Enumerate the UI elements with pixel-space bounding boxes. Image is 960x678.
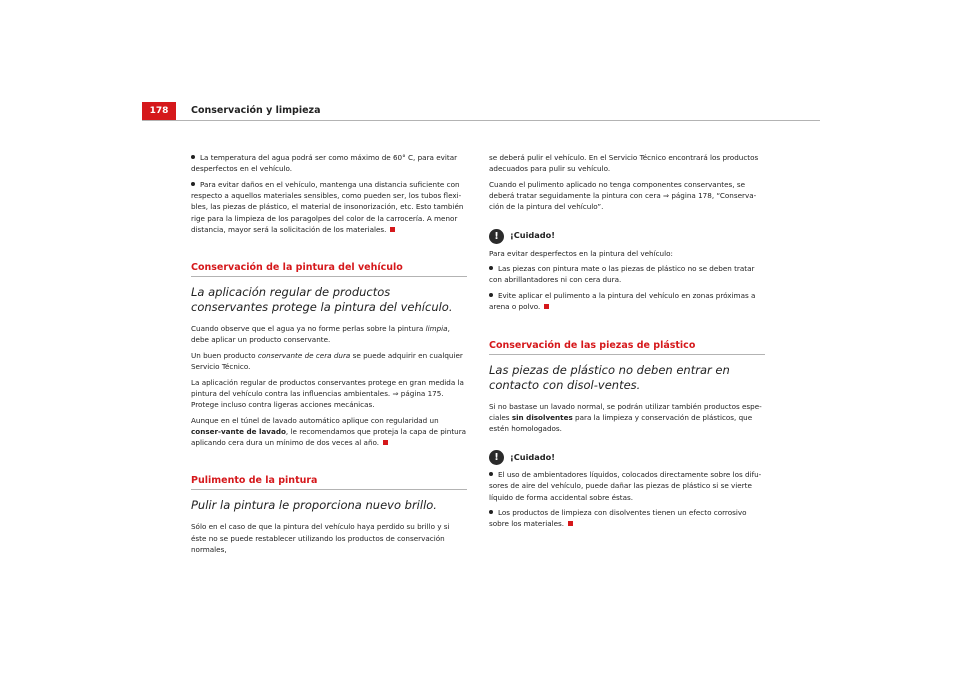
- end-of-section-icon: [390, 227, 395, 232]
- section-subtitle: Pulir la pintura le proporciona nuevo brillo.: [191, 498, 437, 513]
- end-of-section-icon: [568, 521, 573, 526]
- bullet-icon: [191, 182, 195, 186]
- bullet-icon: [489, 510, 493, 514]
- end-of-section-icon: [544, 304, 549, 309]
- bullet-icon: [489, 472, 493, 476]
- bullet-item: Evite aplicar el pulimento a la pintura del vehículo en zonas próximas a arena o polvo.: [489, 291, 756, 312]
- caution-heading: ! ¡Cuidado!: [489, 450, 765, 465]
- right-column: [489, 152, 765, 534]
- section-heading-plastic-care: Conservación de las piezas de plástico: [489, 339, 765, 355]
- end-of-section-icon: [383, 440, 388, 445]
- bullet-icon: [191, 155, 195, 159]
- paragraph: La aplicación regular de productos conservantes protege en gran medida la pintura del vehículo contra las influencias ambientales. ⇒ página 175. Protege incluso contra ligeras acciones mecánicas.: [191, 377, 464, 410]
- left-column: [191, 152, 467, 560]
- section-subtitle: La aplicación regular de productos conservantes protege la pintura del vehículo.: [191, 284, 453, 314]
- section-heading-paint-care: Conservación de la pintura del vehículo: [191, 261, 467, 277]
- exclamation-icon: !: [489, 229, 504, 244]
- section-heading-polishing: Pulimento de la pintura: [191, 474, 467, 490]
- paragraph: se deberá pulir el vehículo. En el Servicio Técnico encontrará los productos adecuados para pulir su vehículo.: [489, 153, 759, 174]
- chapter-title: Conservación y limpieza: [191, 105, 321, 116]
- caution-heading: ! ¡Cuidado!: [489, 229, 765, 244]
- bullet-item: Los productos de limpieza con disolventes tienen un efecto corrosivo sobre los materiales.: [489, 508, 747, 529]
- page-number: 178: [142, 102, 176, 120]
- section-subtitle: Las piezas de plástico no deben entrar en contacto con disol-ventes.: [489, 362, 730, 392]
- paragraph: Un buen producto conservante de cera dura se puede adquirir en cualquier Servicio Técnico.: [191, 350, 463, 372]
- paragraph: Para evitar desperfectos en la pintura del vehículo:: [489, 248, 673, 258]
- paragraph: Sólo en el caso de que la pintura del vehículo haya perdido su brillo y si éste no se puede restablecer utilizando los productos de conservación normales,: [191, 522, 450, 554]
- bullet-item: Las piezas con pintura mate o las piezas de plástico no se deben tratar con abrillantadores ni con cera dura.: [489, 264, 755, 285]
- exclamation-icon: !: [489, 450, 504, 465]
- paragraph: Cuando el pulimento aplicado no tenga componentes conservantes, se deberá tratar seguidamente la pintura con cera ⇒ página 178, “Conserva-ción de la pintura del vehículo”.: [489, 179, 757, 212]
- bullet-item: El uso de ambientadores líquidos, colocados directamente sobre los difu-sores de aire del vehículo, puede dañar las piezas de plástico si se vierte líquido de forma accidental sobre éstas.: [489, 470, 762, 502]
- paragraph: Cuando observe que el agua ya no forme perlas sobre la pintura limpia, debe aplicar un producto conservante.: [191, 323, 450, 345]
- bullet-item: La temperatura del agua podrá ser como máximo de 60° C, para evitar desperfectos en el vehículo.: [191, 153, 458, 174]
- bullet-icon: [489, 266, 493, 270]
- bullet-icon: [489, 293, 493, 297]
- bullet-item: Para evitar daños en el vehículo, mantenga una distancia suficiente con respecto a aquellos materiales sensibles, como pueden ser, los tubos flexi-bles, las piezas de plástico, el material de insonorización, etc. Esto también rige para la limpieza de los paragolpes del color de la carrocería. A menor distancia, mayor será la solicitación de los materiales.: [191, 179, 464, 234]
- paragraph: Aunque en el túnel de lavado automático aplique con regularidad un conser-vante de lavado, le recomendamos que proteja la capa de pintura aplicando cera dura un mínimo de dos veces al año.: [191, 415, 467, 448]
- paragraph: Si no bastase un lavado normal, se podrán utilizar también productos espe-ciales sin disolventes para la limpieza y conservación de plásticos, que estén homologados.: [489, 401, 762, 433]
